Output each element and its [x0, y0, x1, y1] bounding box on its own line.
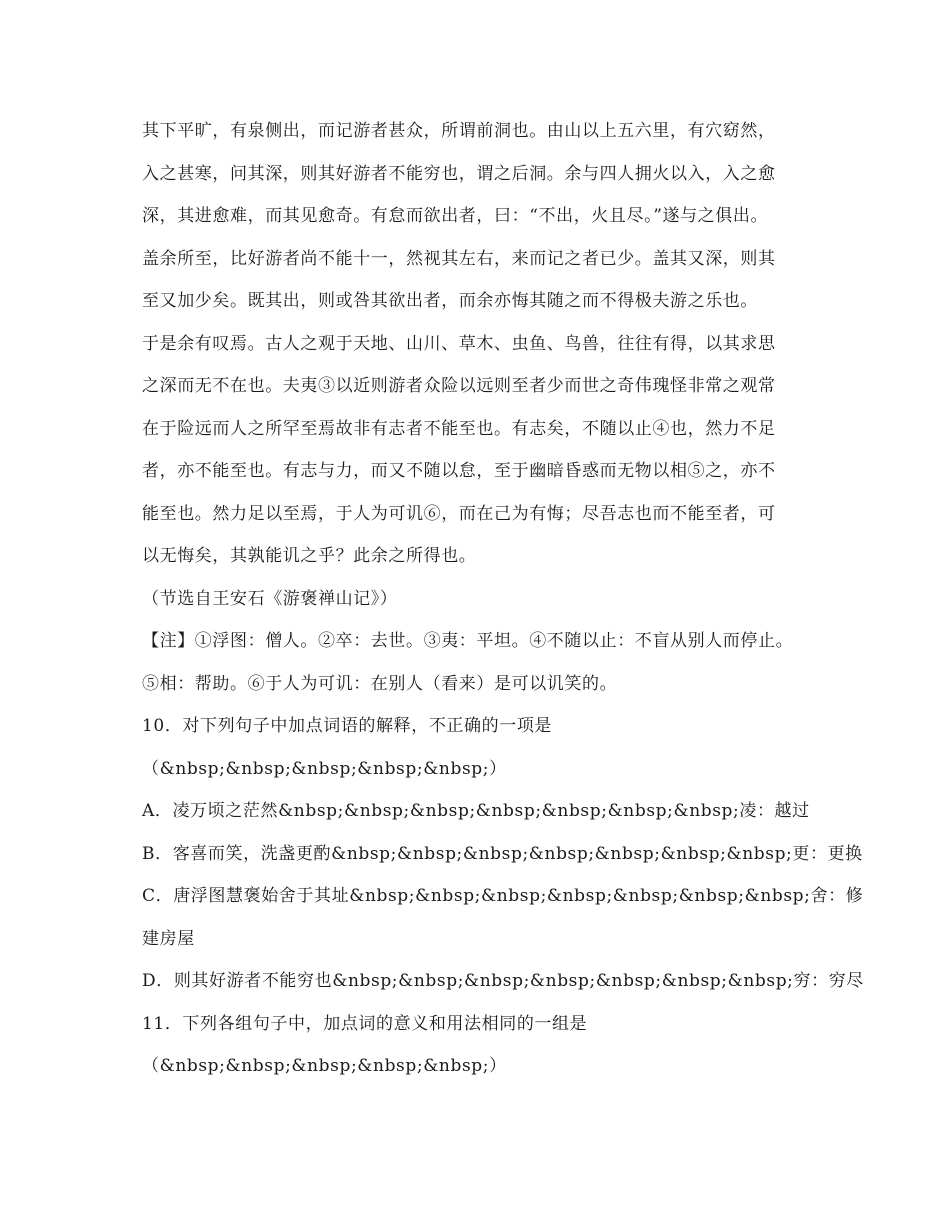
- option-d: D．则其好游者不能穷也&nbsp;&nbsp;&nbsp;&nbsp;&nbsp;&nbsp;&nbsp;穷：穷尽: [142, 971, 864, 991]
- passage-line: 者，亦不能至也。有志与力，而又不随以怠，至于幽暗昏惑而无物以相⑤之，亦不: [142, 461, 776, 481]
- question-10-stem: 10．对下列句子中加点词语的解释，不正确的一项是: [142, 716, 553, 736]
- option-c-continued: 建房屋: [142, 928, 195, 949]
- document-body: [142, 110, 864, 1088]
- passage-line: 在于险远而人之所罕至焉故非有志者不能至也。有志矣，不随以止④也，然力不足: [142, 418, 776, 439]
- passage-line: 至又加少矣。既其出，则或咎其欲出者，而余亦悔其随之而不得极夫游之乐也。: [142, 291, 758, 311]
- option-c: C．唐浮图慧褒始舍于其址&nbsp;&nbsp;&nbsp;&nbsp;&nbsp;&nbsp;&nbsp;舍：修: [142, 886, 864, 906]
- passage-line: 入之甚寒，问其深，则其好游者不能穷也，谓之后洞。余与四人拥火以入，入之愈: [142, 163, 776, 184]
- passage-line: 以无悔矣，其孰能讥之乎？此余之所得也。: [142, 546, 477, 566]
- question-11-stem: 11．下列各组句子中，加点词的意义和用法相同的一组是: [142, 1013, 588, 1034]
- annotation-note: 【注】①浮图：僧人。②卒：去世。③夷：平坦。④不随以止：不盲从别人而停止。: [142, 631, 794, 651]
- passage-line: 深，其进愈难，而其见愈奇。有怠而欲出者，曰：“不出，火且尽。”遂与之俱出。: [142, 206, 769, 226]
- passage-line: 于是余有叹焉。古人之观于天地、山川、草木、虫鱼、鸟兽，往往有得，以其求思: [142, 333, 776, 354]
- passage-line: 盖余所至，比好游者尚不能十一，然视其左右，来而记之者已少。盖其又深，则其: [142, 248, 776, 269]
- option-a: A．凌万顷之茫然&nbsp;&nbsp;&nbsp;&nbsp;&nbsp;&nbsp;&nbsp;凌：越过: [142, 801, 810, 821]
- option-b: B．客喜而笑，洗盏更酌&nbsp;&nbsp;&nbsp;&nbsp;&nbsp;&nbsp;&nbsp;更：更换: [142, 843, 863, 864]
- annotation-note: ⑤相：帮助。⑥于人为可讥：在别人（看来）是可以讥笑的。: [142, 673, 618, 694]
- question-10-blank: （&nbsp;&nbsp;&nbsp;&nbsp;&nbsp;）: [142, 758, 507, 779]
- source-citation: （节选自王安石《游褒禅山记》）: [142, 588, 398, 609]
- question-11-blank: （&nbsp;&nbsp;&nbsp;&nbsp;&nbsp;）: [142, 1056, 507, 1076]
- passage-line: 能至也。然力足以至焉，于人为可讥⑥，而在己为有悔；尽吾志也而不能至者，可: [142, 503, 776, 524]
- passage-line: 之深而无不在也。夫夷③以近则游者众险以远则至者少而世之奇伟瑰怪非常之观常: [142, 376, 776, 396]
- passage-line: 其下平旷，有泉侧出，而记游者甚众，所谓前洞也。由山以上五六里，有穴窈然，: [142, 121, 776, 141]
